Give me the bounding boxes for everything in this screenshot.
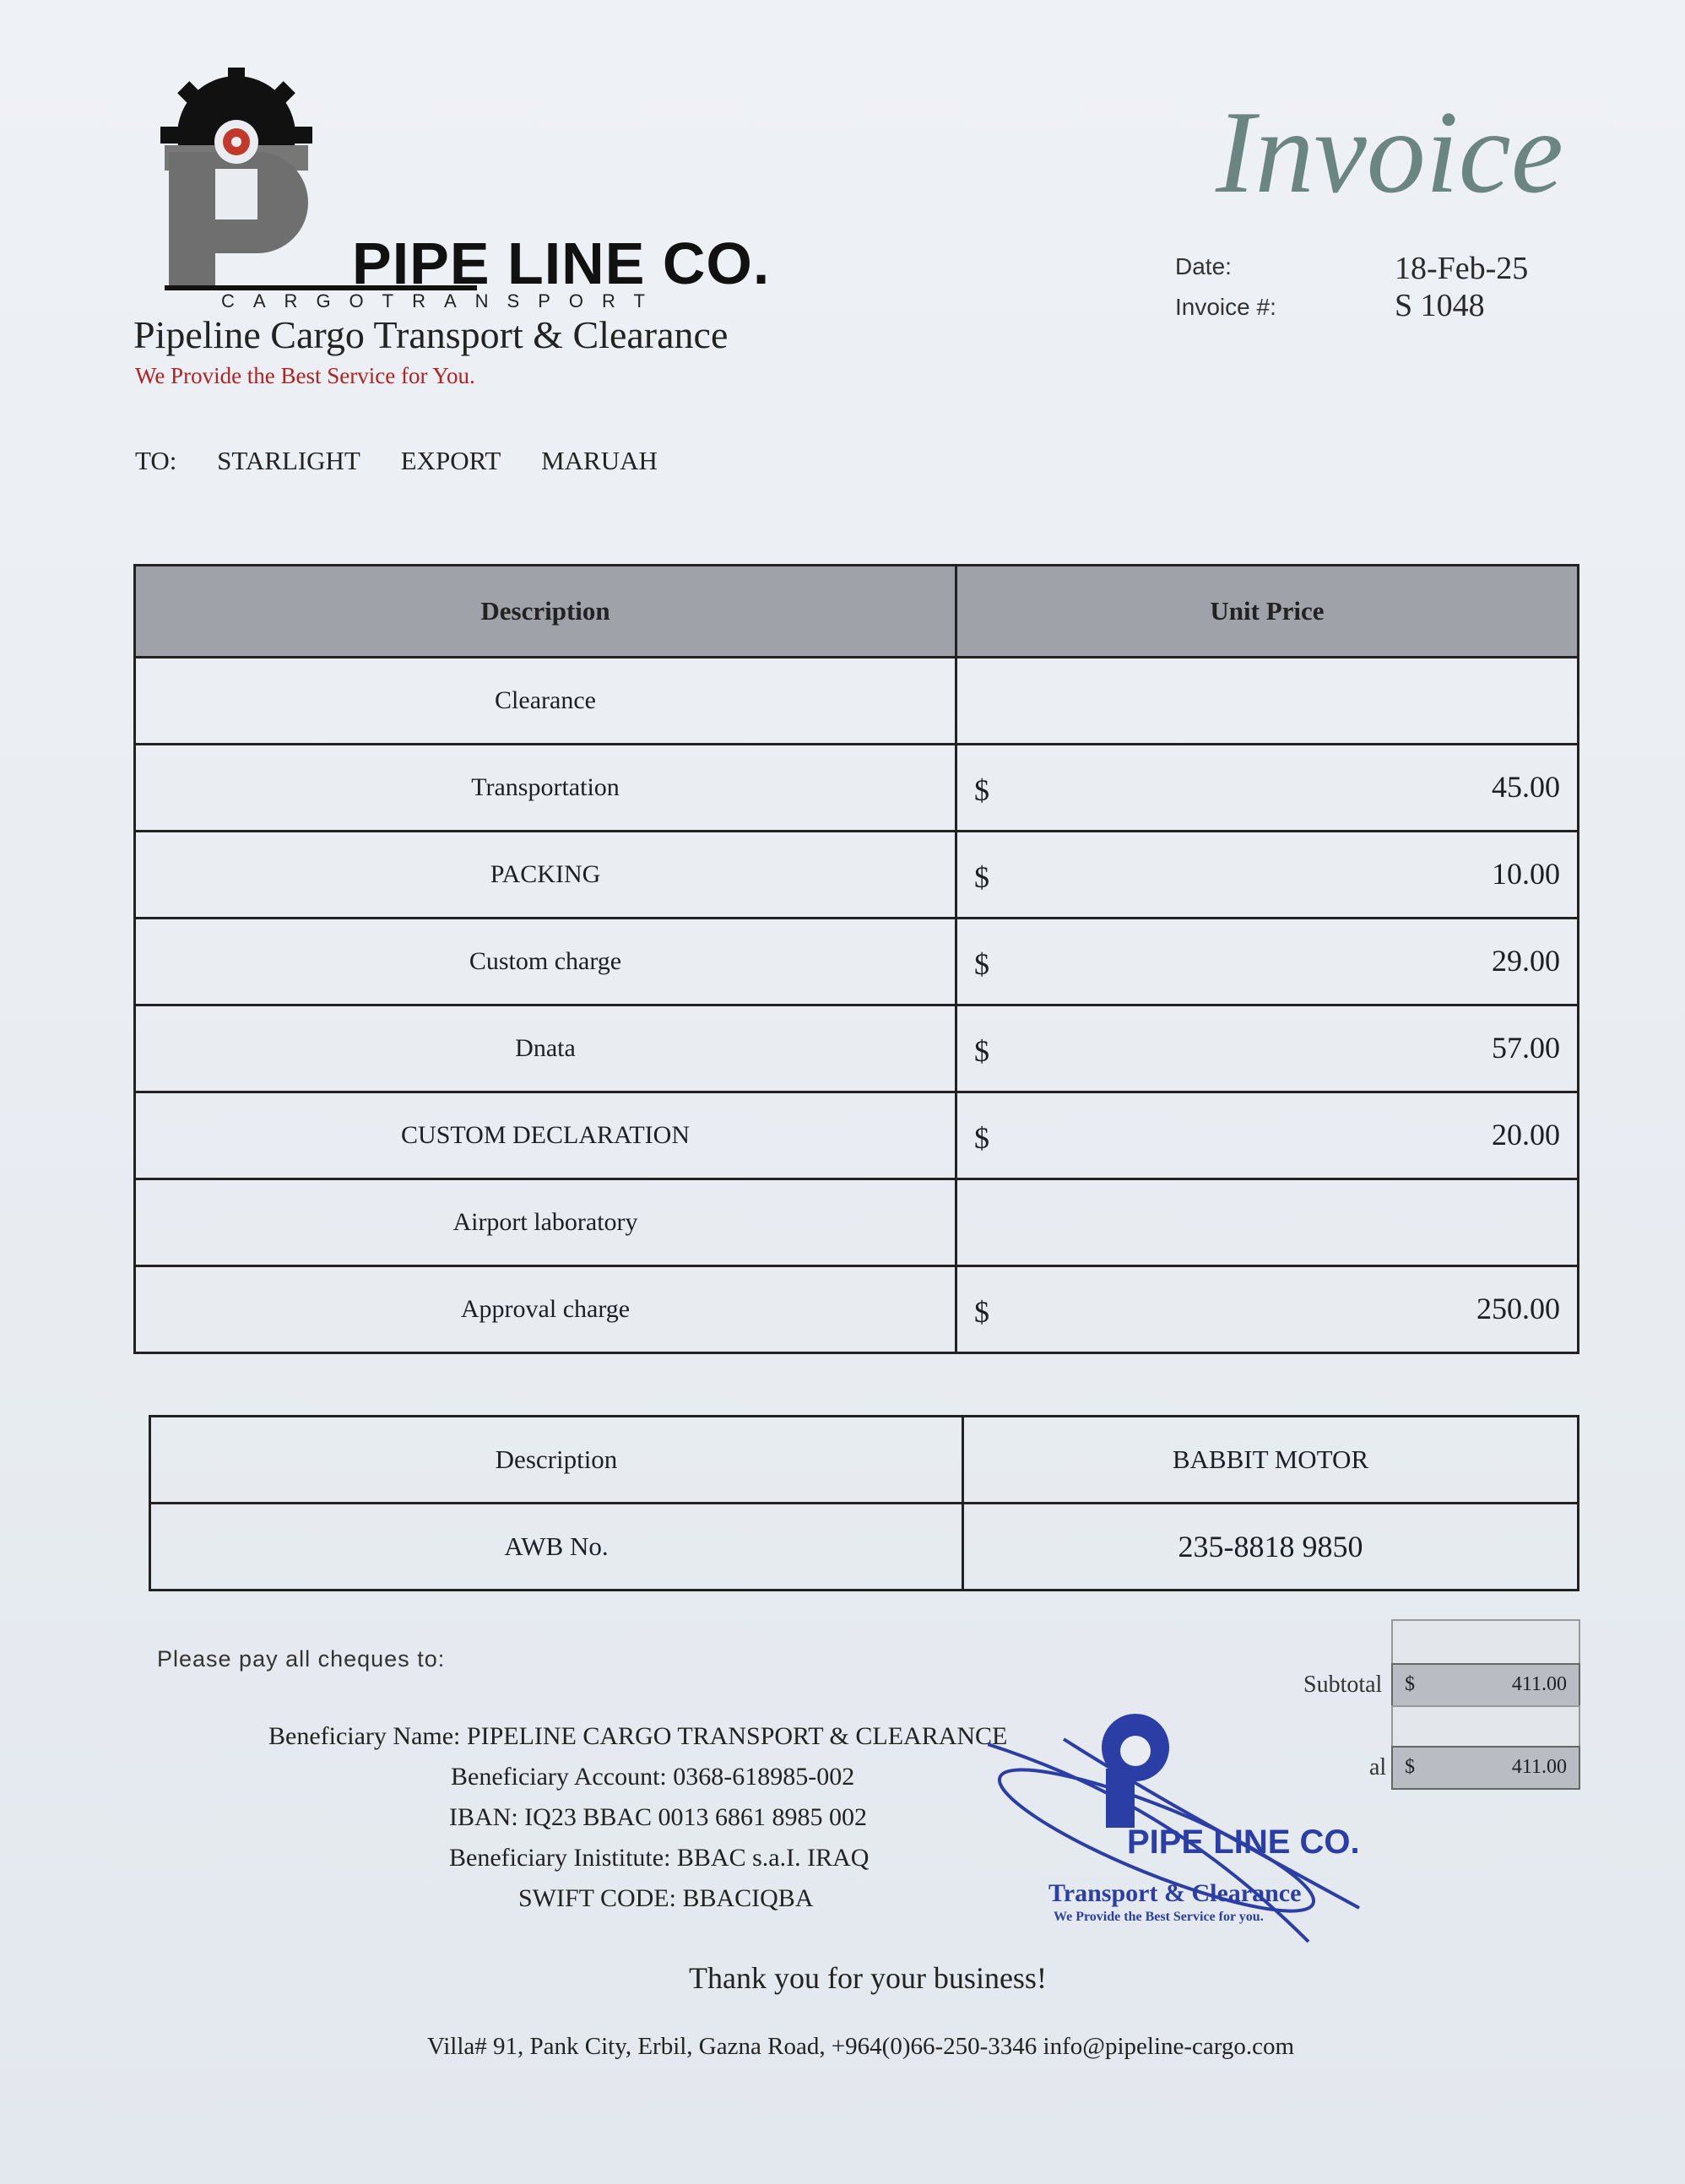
payment-title: Please pay all cheques to: [157, 1646, 446, 1672]
stamp-subtitle: Transport & Clearance [1048, 1879, 1302, 1907]
total-currency: $ [1405, 1756, 1415, 1778]
item-description: Clearance [135, 658, 956, 745]
table-row [135, 745, 1579, 832]
items-table [133, 564, 1579, 1354]
item-currency: $ [974, 1034, 989, 1068]
totals-spacer [1391, 1619, 1580, 1665]
awb-label: AWB No. [150, 1504, 963, 1591]
iban: IBAN: IQ23 BBAC 0013 6861 8985 002 [449, 1803, 868, 1831]
date-label: Date: [1175, 253, 1232, 279]
item-amount: 20.00 [1492, 1118, 1560, 1152]
item-description: Transportation [135, 745, 956, 832]
item-currency: $ [974, 773, 989, 807]
recipient-line [135, 446, 691, 476]
item-description: Dnata [135, 1005, 956, 1092]
subtotal-label: Subtotal [1303, 1672, 1383, 1698]
invoice-number-label: Invoice #: [1175, 294, 1276, 320]
company-tagline: We Provide the Best Service for You. [135, 363, 475, 388]
table-row [135, 658, 1579, 745]
item-currency: $ [974, 1121, 989, 1155]
item-amount: 45.00 [1492, 770, 1560, 804]
item-amount: 250.00 [1476, 1292, 1560, 1325]
subtotal-currency: $ [1405, 1673, 1415, 1695]
item-amount: 10.00 [1492, 857, 1560, 891]
items-table-header [135, 566, 1579, 658]
item-currency: $ [974, 860, 989, 894]
invoice-title: Invoice [1216, 87, 1563, 218]
awb-value: 235-8818 9850 [963, 1504, 1579, 1591]
company-name: Pipeline Cargo Transport & Clearance [133, 313, 729, 356]
item-unit-price [956, 745, 1579, 832]
table-row [135, 1092, 1579, 1179]
shipment-description-value: BABBIT MOTOR [963, 1417, 1579, 1504]
total-label: al [1369, 1754, 1387, 1780]
item-amount: 57.00 [1492, 1031, 1560, 1065]
recipient-label: TO: [135, 446, 177, 475]
table-row [150, 1504, 1579, 1591]
item-amount: 29.00 [1492, 944, 1560, 978]
item-unit-price [956, 1005, 1579, 1092]
beneficiary-institute: Beneficiary Inistitute: BBAC s.a.I. IRAQ [449, 1844, 870, 1872]
item-description: CUSTOM DECLARATION [135, 1092, 956, 1179]
unit-price-header: Unit Price [956, 566, 1579, 658]
total-value: 411.00 [1511, 1756, 1567, 1778]
invoice-number-value: S 1048 [1395, 288, 1485, 323]
item-unit-price [956, 832, 1579, 919]
subtotal-value: 411.00 [1511, 1673, 1567, 1695]
item-unit-price [956, 1266, 1579, 1353]
item-description: Airport laboratory [135, 1179, 956, 1266]
date-value: 18-Feb-25 [1395, 251, 1529, 286]
stamp-tagline: We Provide the Best Service for you. [1054, 1910, 1264, 1924]
item-unit-price [956, 919, 1579, 1005]
beneficiary-name: Beneficiary Name: PIPELINE CARGO TRANSPORT & CLEARANCE [268, 1722, 1008, 1750]
item-description: Custom charge [135, 919, 956, 1005]
totals-spacer [1391, 1705, 1580, 1748]
item-description: Approval charge [135, 1266, 956, 1353]
subtotal-box [1391, 1663, 1580, 1707]
recipient-name-3: MARUAH [541, 446, 658, 475]
description-header: Description [135, 566, 956, 658]
table-row [135, 1005, 1579, 1092]
footer-contact: Villa# 91, Pank City, Erbil, Gazna Road, +964(0)66-250-3346 info@pipeline-cargo.com [427, 2033, 1295, 2060]
table-row [135, 832, 1579, 919]
total-box [1391, 1746, 1580, 1790]
item-unit-price [956, 658, 1579, 745]
item-unit-price [956, 1179, 1579, 1266]
beneficiary-account: Beneficiary Account: 0368-618985-002 [451, 1763, 855, 1791]
shipment-table [149, 1415, 1579, 1591]
swift-code: SWIFT CODE: BBACIQBA [518, 1884, 814, 1912]
item-currency: $ [974, 947, 989, 981]
logo-brand-text: PIPE LINE CO. [352, 230, 771, 296]
recipient-name-2: EXPORT [400, 446, 501, 475]
table-row [135, 1179, 1579, 1266]
item-currency: $ [974, 1295, 989, 1329]
recipient-name-1: STARLIGHT [217, 446, 360, 475]
logo-subtext: CARGOTRANSPORT [221, 290, 664, 312]
table-row [150, 1417, 1579, 1504]
item-description: PACKING [135, 832, 956, 919]
item-unit-price [956, 1092, 1579, 1179]
table-row [135, 1266, 1579, 1353]
stamp-company-name: PIPE LINE CO. [1127, 1824, 1360, 1861]
thank-you-note: Thank you for your business! [689, 1961, 1047, 1995]
shipment-description-label: Description [150, 1417, 963, 1504]
table-row [135, 919, 1579, 1005]
